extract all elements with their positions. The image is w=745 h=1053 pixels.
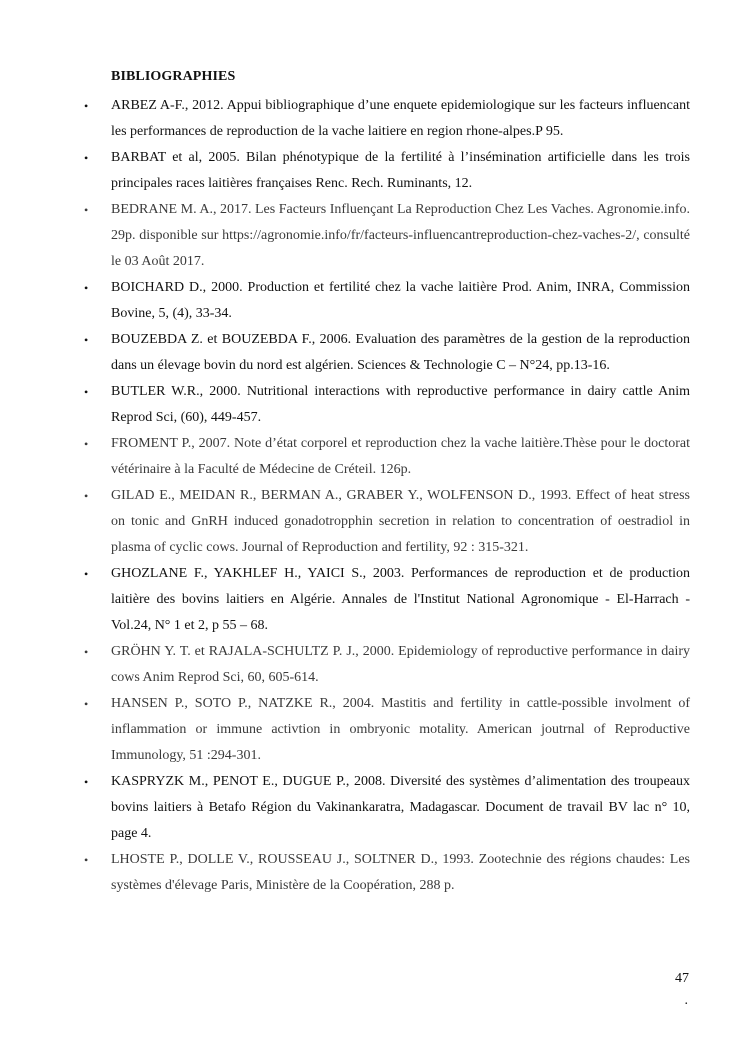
reference-text: GILAD E., MEIDAN R., BERMAN A., GRABER Y., WOLFENSON D., 1993. Effect of heat stress on tonic and GnRH induced gonadotropphin secretion in relation to concentration of oestradiol in plasma of cyclic cows. Journal of Reproduction and fertility, 92 : 315-321.: [111, 488, 690, 555]
reference-item: [84, 327, 690, 379]
bullet-icon: •: [84, 99, 89, 113]
reference-item: [84, 145, 690, 197]
reference-item: [84, 275, 690, 327]
reference-item: [84, 769, 690, 847]
bullet-icon: •: [84, 567, 89, 581]
reference-text: BOICHARD D., 2000. Production et fertilité chez la vache laitière Prod. Anim, INRA, Commission Bovine, 5, (4), 33-34.: [111, 280, 690, 321]
bullet-icon: •: [84, 853, 89, 867]
reference-text: GRÖHN Y. T. et RAJALA-SCHULTZ P. J., 2000. Epidemiology of reproductive performance in dairy cows Anim Reprod Sci, 60, 605-614.: [111, 644, 690, 685]
reference-item: [84, 561, 690, 639]
reference-item: [84, 639, 690, 691]
reference-text: BOUZEBDA Z. et BOUZEBDA F., 2006. Evaluation des paramètres de la gestion de la reproduction dans un élevage bovin du nord est algérien. Sciences & Technologie C – N°24, pp.13-16.: [111, 332, 690, 373]
reference-item: [84, 847, 690, 899]
reference-item: [84, 379, 690, 431]
page-trailer: .: [684, 993, 688, 1008]
reference-text: ARBEZ A-F., 2012. Appui bibliographique d’une enquete epidemiologique sur les facteurs influencant les performances de reproduction de la vache laitiere en region rhone-alpes.P 95.: [111, 98, 690, 139]
reference-text: BARBAT et al, 2005. Bilan phénotypique de la fertilité à l’insémination artificielle dans les trois principales races laitières françaises Renc. Rech. Ruminants, 12.: [111, 150, 690, 191]
reference-text: LHOSTE P., DOLLE V., ROUSSEAU J., SOLTNER D., 1993. Zootechnie des régions chaudes: Les systèmes d'élevage Paris, Ministère de la Coopération, 288 p.: [111, 852, 690, 893]
bullet-icon: •: [84, 775, 89, 789]
section-heading: BIBLIOGRAPHIES: [111, 69, 236, 84]
reference-text: KASPRYZK M., PENOT E., DUGUE P., 2008. Diversité des systèmes d’alimentation des troupeaux bovins laitiers à Betafo Région du Vakinankaratra, Madagascar. Document de travail BV lac n° 10, page 4.: [111, 774, 690, 841]
bullet-icon: •: [84, 645, 89, 659]
bullet-icon: •: [84, 281, 89, 295]
bullet-icon: •: [84, 385, 89, 399]
reference-item: [84, 483, 690, 561]
reference-item: [84, 197, 690, 275]
bullet-icon: •: [84, 437, 89, 451]
bullet-icon: •: [84, 697, 89, 711]
reference-item: [84, 431, 690, 483]
reference-text: BEDRANE M. A., 2017. Les Facteurs Influençant La Reproduction Chez Les Vaches. Agronomie.info. 29p. disponible sur https://agronomie.info/fr/facteurs-influencantreproduction-chez-vaches-2/, consulté le 03 Août 2017.: [111, 202, 690, 269]
reference-text: HANSEN P., SOTO P., NATZKE R., 2004. Mastitis and fertility in cattle-possible involment of inflammation or immune activtion in ombryonic motality. American joutrnal of Reproductive Immunology, 51 :294-301.: [111, 696, 690, 763]
reference-list: [84, 93, 690, 899]
reference-text: BUTLER W.R., 2000. Nutritional interactions with reproductive performance in dairy cattle Anim Reprod Sci, (60), 449-457.: [111, 384, 690, 425]
bullet-icon: •: [84, 151, 89, 165]
bullet-icon: •: [84, 203, 89, 217]
reference-item: [84, 691, 690, 769]
reference-text: FROMENT P., 2007. Note d’état corporel et reproduction chez la vache laitière.Thèse pour le doctorat vétérinaire à la Faculté de Médecine de Créteil. 126p.: [111, 436, 690, 477]
page-number: 47: [675, 971, 689, 986]
reference-text: GHOZLANE F., YAKHLEF H., YAICI S., 2003. Performances de reproduction et de production laitière des bovins laitiers en Algérie. Annales de l'Institut National Agronomique - El-Harrach - Vol.24, N° 1 et 2, p 55 – 68.: [111, 566, 690, 633]
bullet-icon: •: [84, 333, 89, 347]
bullet-icon: •: [84, 489, 89, 503]
reference-item: [84, 93, 690, 145]
